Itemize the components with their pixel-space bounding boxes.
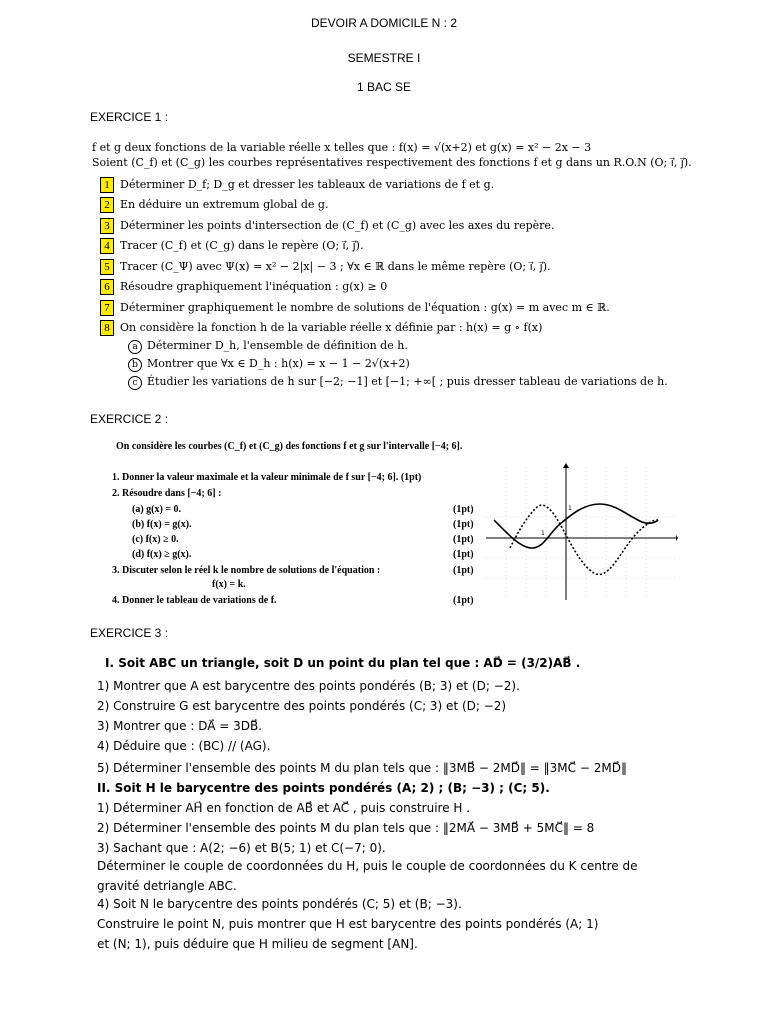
curve-cf bbox=[494, 504, 658, 548]
item-number-badge: 5 bbox=[100, 259, 114, 275]
ex1-item-5 bbox=[100, 259, 550, 275]
exercise-2-heading: EXERCICE 2 : bbox=[90, 412, 169, 426]
item-number-badge: 2 bbox=[100, 197, 114, 213]
ex2-sub-a: (a) g(x) = 0. bbox=[132, 504, 182, 515]
ex3-line-10: 3) Sachant que : A(2; −6) et B(5; 1) et C(−7; 0). bbox=[97, 841, 386, 855]
ex2-question-1: 1. Donner la valeur maximale et la valeur minimale de f sur [−4; 6]. (1pt) bbox=[112, 472, 422, 483]
ex1-item-1 bbox=[100, 177, 494, 193]
ex3-line-1: I. Soit ABC un triangle, soit D un point du plan tel que : AD⃗ = (3/2)AB⃗ . bbox=[105, 656, 581, 670]
ex3-line-7: II. Soit H le barycentre des points pondérés (A; 2) ; (B; −3) ; (C; 5). bbox=[97, 781, 550, 795]
ex1-item-6 bbox=[100, 279, 387, 295]
ex2-sub-c: (c) f(x) ≥ 0. bbox=[132, 534, 179, 545]
ex1-item-3 bbox=[100, 218, 554, 234]
item-text: Tracer (C_f) et (C_g) dans le repère (O; i⃗, j⃗). bbox=[120, 239, 364, 252]
item-number-badge: 7 bbox=[100, 300, 114, 316]
ex1-intro-line-1: f et g deux fonctions de la variable réelle x telles que : f(x) = √(x+2) et g(x) = x² − 2x − 3 bbox=[92, 141, 592, 154]
item-text: Déterminer graphiquement le nombre de solutions de l'équation : g(x) = m avec m ∈ ℝ. bbox=[120, 301, 610, 314]
ex1-item-2 bbox=[100, 197, 328, 213]
item-text: En déduire un extremum global de g. bbox=[120, 198, 329, 211]
subitem-letter: a bbox=[128, 340, 142, 354]
doc-title: DEVOIR A DOMICILE N : 2 bbox=[310, 16, 458, 30]
subitem-letter: b bbox=[128, 358, 142, 372]
ex1-subitem-c bbox=[128, 375, 668, 390]
points-label: (1pt) bbox=[453, 504, 474, 515]
ex2-intro: On considère les courbes (C_f) et (C_g) des fonctions f et g sur l'intervalle [−4; 6]. bbox=[116, 441, 463, 452]
ex1-subitem-b bbox=[128, 357, 410, 372]
subitem-text: Étudier les variations de h sur [−2; −1] et [−1; +∞[ ; puis dresser tableau de variations de h. bbox=[147, 375, 668, 388]
points-label: (1pt) bbox=[453, 549, 474, 560]
doc-class: 1 BAC SE bbox=[356, 80, 412, 94]
subitem-text: Déterminer D_h, l'ensemble de définition de h. bbox=[147, 339, 408, 352]
ex3-line-4: 3) Montrer que : DA⃗ = 3DB⃗. bbox=[97, 719, 263, 733]
tick-label: 1 bbox=[568, 505, 572, 512]
item-text: Déterminer D_f; D_g et dresser les tableaux de variations de f et g. bbox=[120, 178, 495, 191]
doc-semester: SEMESTRE I bbox=[347, 51, 421, 65]
ex3-line-15: et (N; 1), puis déduire que H milieu de segment [AN]. bbox=[97, 937, 418, 951]
points-label: (1pt) bbox=[453, 565, 474, 576]
ex2-question-2: 2. Résoudre dans [−4; 6] : bbox=[112, 488, 222, 499]
item-text: Tracer (C_Ψ) avec Ψ(x) = x² − 2|x| − 3 ; ∀x ∈ ℝ dans le même repère (O; i⃗, j⃗). bbox=[120, 260, 551, 273]
ex2-question-3-equation: f(x) = k. bbox=[212, 579, 246, 590]
tick-label: 1 bbox=[541, 530, 545, 537]
subitem-letter: c bbox=[128, 376, 142, 390]
item-number-badge: 6 bbox=[100, 279, 114, 295]
y-axis-arrow bbox=[563, 463, 569, 468]
ex3-line-14: Construire le point N, puis montrer que H est barycentre des points pondérés (A; 1) bbox=[97, 917, 599, 931]
ex1-item-4 bbox=[100, 238, 363, 254]
exercise-1-heading: EXERCICE 1 : bbox=[90, 110, 169, 124]
ex1-intro-line-2: Soient (C_f) et (C_g) les courbes représentatives respectivement des fonctions f et g dans un R.O.N (O; i⃗, j⃗). bbox=[92, 156, 692, 169]
ex3-line-6: 5) Déterminer l'ensemble des points M du plan tels que : ‖3MB⃗ − 2MD⃗‖ = ‖3MC⃗ − 2MD⃗‖ bbox=[97, 761, 627, 775]
item-text: On considère la fonction h de la variable réelle x définie par : h(x) = g ∘ f(x) bbox=[120, 321, 543, 334]
points-label: (1pt) bbox=[453, 519, 474, 530]
ex3-line-8: 1) Déterminer AH⃗ en fonction de AB⃗ et AC⃗ , puis construire H . bbox=[97, 801, 471, 815]
ex3-line-2: 1) Montrer que A est barycentre des points pondérés (B; 3) et (D; −2). bbox=[97, 679, 520, 693]
ex3-line-9: 2) Déterminer l'ensemble des points M du plan tels que : ‖2MA⃗ − 3MB⃗ + 5MC⃗‖ = 8 bbox=[97, 821, 595, 835]
curve-cg bbox=[510, 505, 658, 574]
ex2-question-3: 3. Discuter selon le réel k le nombre de solutions de l'équation : bbox=[112, 565, 381, 576]
ex3-line-13: 4) Soit N le barycentre des points pondérés (C; 5) et (B; −3). bbox=[97, 897, 462, 911]
ex3-line-5: 4) Déduire que : (BC) // (AG). bbox=[97, 739, 271, 753]
ex2-sub-b: (b) f(x) = g(x). bbox=[132, 519, 192, 530]
exercise-3-heading: EXERCICE 3 : bbox=[90, 626, 169, 640]
points-label: (1pt) bbox=[453, 595, 474, 606]
item-text: Résoudre graphiquement l'inéquation : g(x) ≥ 0 bbox=[120, 280, 388, 293]
item-number-badge: 1 bbox=[100, 177, 114, 193]
item-number-badge: 8 bbox=[100, 320, 114, 336]
points-label: (1pt) bbox=[453, 534, 474, 545]
grid bbox=[486, 467, 676, 597]
ex1-item-8 bbox=[100, 320, 542, 336]
item-number-badge: 3 bbox=[100, 218, 114, 234]
item-number-badge: 4 bbox=[100, 238, 114, 254]
ex1-subitem-a bbox=[128, 339, 408, 354]
ex2-sub-d: (d) f(x) ≥ g(x). bbox=[132, 549, 192, 560]
ex1-item-7 bbox=[100, 300, 610, 316]
subitem-text: Montrer que ∀x ∈ D_h : h(x) = x − 1 − 2√(x+2) bbox=[147, 357, 410, 370]
ex3-line-11: Déterminer le couple de coordonnées du H, puis le couple de coordonnées du K centre de bbox=[97, 859, 638, 873]
item-text: Déterminer les points d'intersection de (C_f) et (C_g) avec les axes du repère. bbox=[120, 219, 555, 232]
function-graph bbox=[486, 462, 678, 602]
ex2-question-4: 4. Donner le tableau de variations de f. bbox=[112, 595, 277, 606]
ex3-line-3: 2) Construire G est barycentre des points pondérés (C; 3) et (D; −2) bbox=[97, 699, 507, 713]
x-axis-arrow bbox=[676, 535, 678, 541]
ex3-line-12: gravité detriangle ABC. bbox=[97, 879, 237, 893]
